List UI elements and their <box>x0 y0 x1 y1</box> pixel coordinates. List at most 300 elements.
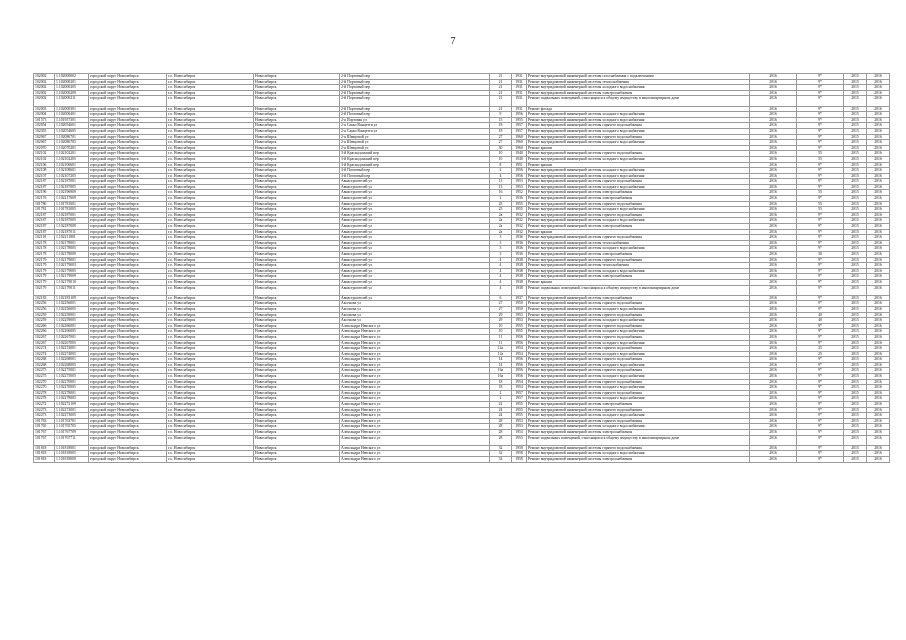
cell-city: Новосибирск <box>254 268 340 274</box>
cell-plan-year: 2016 <box>750 413 797 419</box>
cell-end-year: 2016 <box>867 252 890 258</box>
cell-build-year: 1954 <box>512 346 527 352</box>
cell-record-id: 102107 <box>34 173 55 179</box>
cell-house-number: 12а <box>490 351 512 357</box>
cell-city: Новосибирск <box>254 74 340 80</box>
cell-start-year: 2015 <box>844 85 867 91</box>
cell-plan-year: 2016 <box>750 306 797 312</box>
cell-record-id: 102002 <box>34 96 55 106</box>
cell-street: Авиастроителей ул <box>340 224 490 230</box>
cell-plan-year: 2016 <box>750 117 797 123</box>
cell-item-code: 1.101781005 <box>55 207 89 213</box>
cell-item-code: 1.102187005 <box>55 184 89 190</box>
cell-house-number: 15 <box>490 117 512 123</box>
cell-work-type: Ремонт внутридомовой инженерной системы горячего водоснабжения <box>527 407 750 413</box>
cell-start-year: 2015 <box>844 435 867 445</box>
cell-build-year: 1932 <box>512 229 527 235</box>
cell-item-code: 1.102000002 <box>55 74 89 80</box>
cell-start-year: 2015 <box>844 451 867 457</box>
cell-city: Новосибирск <box>254 240 340 246</box>
cell-street: Александра Невского ул <box>340 424 490 430</box>
cell-street: Аксенова ул <box>340 318 490 324</box>
cell-item-code: 1.102000209 <box>55 90 89 96</box>
cell-item-code: 1.102268005 <box>55 362 89 368</box>
cell-municipality: городской округ Новосибирск <box>89 445 167 451</box>
cell-work-type: Ремонт внутридомовой инженерной системы холодного водоснабжения <box>527 207 750 213</box>
cell-municipality: городской округ Новосибирск <box>89 390 167 396</box>
cell-record-id: 102278 <box>34 390 55 396</box>
cell-work-type: Ремонт подвальных помещений, относящихся к общему имуществу в многоквартирном доме <box>527 435 750 445</box>
cell-item-code: 1.102000201 <box>55 79 89 85</box>
cell-record-id: 102002 <box>34 74 55 80</box>
cell-end-year: 2016 <box>867 235 890 241</box>
cell-house-number: 22 <box>490 402 512 408</box>
cell-work-type: Ремонт внутридомовой инженерной системы горячего водоснабжения <box>527 346 750 352</box>
cell-street: Авиастроителей ул <box>340 279 490 285</box>
table-row <box>34 285 890 295</box>
cell-plan-year: 2016 <box>750 96 797 106</box>
cell-plan-year: 2016 <box>750 257 797 263</box>
cell-item-code: 1.102217609 <box>55 196 89 202</box>
cell-settlement: г.о. Новосибирск <box>167 190 254 196</box>
cell-plan-year: 2016 <box>750 424 797 430</box>
cell-house-number: 27 <box>490 140 512 146</box>
cell-house-number: 29 <box>490 318 512 324</box>
cell-plan-year: 2016 <box>750 179 797 185</box>
cell-build-year: 1955 <box>512 201 527 207</box>
cell-city: Новосибирск <box>254 263 340 269</box>
cell-work-type: Ремонт внутридомовой инженерной системы холодного водоснабжения <box>527 306 750 312</box>
cell-build-year: 1936 <box>512 196 527 202</box>
cell-city: Новосибирск <box>254 390 340 396</box>
cell-plan-year: 2016 <box>750 368 797 374</box>
cell-municipality: городской округ Новосибирск <box>89 145 167 151</box>
cell-city: Новосибирск <box>254 257 340 263</box>
cell-work-type: Ремонт внутридомовой инженерной системы холодного водоснабжения <box>527 128 750 134</box>
cell-street: Александра Невского ул <box>340 430 490 436</box>
cell-settlement: г.о. Новосибирск <box>167 407 254 413</box>
cell-item-code: 1.101818005 <box>55 451 89 457</box>
cell-record-id: 102273 <box>34 413 55 419</box>
cell-municipality: городской округ Новосибирск <box>89 240 167 246</box>
cell-municipality: городской округ Новосибирск <box>89 306 167 312</box>
cell-cost: 9* <box>797 263 844 269</box>
cell-end-year: 2016 <box>867 134 890 140</box>
cell-settlement: г.о. Новосибирск <box>167 235 254 241</box>
cell-plan-year: 2016 <box>750 451 797 457</box>
cell-work-type: Ремонт внутридомовой инженерной системы холодного водоснабжения <box>527 168 750 174</box>
cell-work-type: Ремонт внутридомовой инженерной системы холодного водоснабжения <box>527 396 750 402</box>
cell-item-code: 1.102273005 <box>55 413 89 419</box>
cell-house-number: 21 <box>490 90 512 96</box>
cell-settlement: г.о. Новосибирск <box>167 346 254 352</box>
cell-record-id: 102278 <box>34 396 55 402</box>
cell-start-year: 2015 <box>844 301 867 307</box>
cell-city: Новосибирск <box>254 323 340 329</box>
cell-start-year: 2015 <box>844 340 867 346</box>
cell-work-type: Ремонт внутридомовой инженерной системы холодного водоснабжения <box>527 318 750 324</box>
cell-plan-year: 2016 <box>750 252 797 258</box>
cell-municipality: городской округ Новосибирск <box>89 368 167 374</box>
cell-build-year: 1957 <box>512 390 527 396</box>
cell-build-year: 1937 <box>512 295 527 301</box>
cell-work-type: Ремонт внутридомовой инженерной системы холодного водоснабжения <box>527 173 750 179</box>
cell-record-id: 102270 <box>34 385 55 391</box>
cell-street: 2-й Портовый пер <box>340 85 490 91</box>
cell-end-year: 2016 <box>867 413 890 419</box>
cell-municipality: городской округ Новосибирск <box>89 134 167 140</box>
cell-cost: 9* <box>797 413 844 419</box>
cell-cost: 9* <box>797 362 844 368</box>
cell-item-code: 1.102256005 <box>55 306 89 312</box>
cell-end-year: 2016 <box>867 390 890 396</box>
cell-cost: 9* <box>797 212 844 218</box>
cell-record-id: 102106 <box>34 162 55 168</box>
cell-start-year: 2015 <box>844 318 867 324</box>
cell-cost: 40 <box>797 312 844 318</box>
cell-cost: 55 <box>797 151 844 157</box>
cell-build-year: 1938 <box>512 257 527 263</box>
cell-plan-year: 2016 <box>750 74 797 80</box>
cell-cost: 9* <box>797 235 844 241</box>
cell-settlement: г.о. Новосибирск <box>167 318 254 324</box>
cell-settlement: г.о. Новосибирск <box>167 295 254 301</box>
cell-start-year: 2015 <box>844 74 867 80</box>
cell-city: Новосибирск <box>254 218 340 224</box>
cell-end-year: 2016 <box>867 224 890 230</box>
cell-street: Авиастроителей ул <box>340 212 490 218</box>
cell-municipality: городской округ Новосибирск <box>89 418 167 424</box>
cell-record-id: 102179 <box>34 257 55 263</box>
cell-street: 2-я Шевцовой ул <box>340 134 490 140</box>
work-schedule-table <box>33 73 890 463</box>
cell-end-year: 2016 <box>867 96 890 106</box>
cell-settlement: г.о. Новосибирск <box>167 368 254 374</box>
cell-street: Александра Невского ул <box>340 456 490 462</box>
cell-municipality: городской округ Новосибирск <box>89 385 167 391</box>
cell-plan-year: 2016 <box>750 295 797 301</box>
cell-plan-year: 2016 <box>750 162 797 168</box>
cell-work-type: Ремонт внутридомовой инженерной системы электроснабжения <box>527 430 750 436</box>
cell-municipality: городской округ Новосибирск <box>89 362 167 368</box>
cell-street: Александра Невского ул <box>340 407 490 413</box>
cell-plan-year: 2016 <box>750 418 797 424</box>
cell-plan-year: 2016 <box>750 156 797 162</box>
cell-settlement: г.о. Новосибирск <box>167 229 254 235</box>
cell-item-code: 1.102000301 <box>55 106 89 112</box>
cell-municipality: городской округ Новосибирск <box>89 435 167 445</box>
cell-city: Новосибирск <box>254 90 340 96</box>
cell-start-year: 2015 <box>844 329 867 335</box>
cell-end-year: 2016 <box>867 306 890 312</box>
cell-cost: 30 <box>797 252 844 258</box>
cell-street: Авиастроителей ул <box>340 274 490 280</box>
cell-plan-year: 2016 <box>750 312 797 318</box>
cell-cost: 9* <box>797 451 844 457</box>
cell-record-id: 102187 <box>34 212 55 218</box>
cell-settlement: г.о. Новосибирск <box>167 374 254 380</box>
cell-item-code: 1.102272109 <box>55 402 89 408</box>
cell-settlement: г.о. Новосибирск <box>167 96 254 106</box>
cell-build-year: 1955 <box>512 413 527 419</box>
cell-city: Новосибирск <box>254 279 340 285</box>
cell-municipality: городской округ Новосибирск <box>89 279 167 285</box>
cell-item-code: 1.102267001 <box>55 334 89 340</box>
cell-start-year: 2015 <box>844 257 867 263</box>
cell-work-type: Ремонт внутридомовой инженерной системы холодного водоснабжения <box>527 374 750 380</box>
cell-build-year: 1957 <box>512 396 527 402</box>
cell-settlement: г.о. Новосибирск <box>167 151 254 157</box>
cell-item-code: 1.102179005 <box>55 268 89 274</box>
cell-settlement: г.о. Новосибирск <box>167 134 254 140</box>
cell-start-year: 2015 <box>844 252 867 258</box>
cell-plan-year: 2016 <box>750 134 797 140</box>
cell-end-year: 2016 <box>867 145 890 151</box>
cell-item-code: 1.102268001 <box>55 357 89 363</box>
cell-work-type: Ремонт крыши <box>527 279 750 285</box>
cell-house-number: 27 <box>490 301 512 307</box>
cell-house-number: 27 <box>490 134 512 140</box>
cell-municipality: городской округ Новосибирск <box>89 323 167 329</box>
cell-item-code: 1.102187001 <box>55 179 89 185</box>
cell-build-year: 1960 <box>512 140 527 146</box>
cell-cost: 9* <box>797 268 844 274</box>
cell-house-number: 16а <box>490 368 512 374</box>
cell-build-year: 1955 <box>512 207 527 213</box>
cell-record-id: 102108 <box>34 168 55 174</box>
cell-item-code: 1.101767711 <box>55 435 89 445</box>
cell-street: 2-й Портовый пер <box>340 106 490 112</box>
cell-city: Новосибирск <box>254 351 340 357</box>
cell-settlement: г.о. Новосибирск <box>167 323 254 329</box>
cell-work-type: Ремонт крыши <box>527 162 750 168</box>
cell-build-year: 1956 <box>512 168 527 174</box>
cell-city: Новосибирск <box>254 173 340 179</box>
cell-item-code: 1.102211801 <box>55 235 89 241</box>
cell-item-code: 1.102086701 <box>55 134 89 140</box>
cell-house-number: 3 <box>490 235 512 241</box>
cell-item-code: 1.102266005 <box>55 329 89 335</box>
cell-cost: 9* <box>797 323 844 329</box>
cell-work-type: Ремонт внутридомовой инженерной системы электроснабжения <box>527 274 750 280</box>
cell-start-year: 2015 <box>844 396 867 402</box>
cell-municipality: городской округ Новосибирск <box>89 334 167 340</box>
cell-settlement: г.о. Новосибирск <box>167 145 254 151</box>
cell-start-year: 2015 <box>844 279 867 285</box>
cell-cost: 9* <box>797 240 844 246</box>
cell-plan-year: 2016 <box>750 235 797 241</box>
cell-build-year: 1955 <box>512 117 527 123</box>
cell-house-number: 25 <box>490 201 512 207</box>
cell-street: Александра Невского ул <box>340 374 490 380</box>
cell-plan-year: 2016 <box>750 396 797 402</box>
cell-settlement: г.о. Новосибирск <box>167 74 254 80</box>
cell-item-code: 1.102270005 <box>55 385 89 391</box>
cell-build-year: 1958 <box>512 456 527 462</box>
cell-street: Александра Невского ул <box>340 396 490 402</box>
cell-cost: 9* <box>797 106 844 112</box>
cell-cost: 9* <box>797 96 844 106</box>
cell-build-year: 1955 <box>512 402 527 408</box>
cell-city: Новосибирск <box>254 151 340 157</box>
cell-item-code: 1.102108601 <box>55 168 89 174</box>
cell-start-year: 2015 <box>844 424 867 430</box>
cell-end-year: 2016 <box>867 156 890 162</box>
cell-end-year: 2016 <box>867 85 890 91</box>
cell-start-year: 2015 <box>844 156 867 162</box>
cell-end-year: 2016 <box>867 396 890 402</box>
cell-work-type: Ремонт внутридомовой инженерной системы холодного водоснабжения <box>527 218 750 224</box>
cell-settlement: г.о. Новосибирск <box>167 312 254 318</box>
cell-work-type: Ремонт внутридомовой инженерной системы электроснабжения <box>527 196 750 202</box>
cell-settlement: г.о. Новосибирск <box>167 435 254 445</box>
cell-municipality: городской округ Новосибирск <box>89 424 167 430</box>
cell-build-year: 1954 <box>512 379 527 385</box>
cell-city: Новосибирск <box>254 112 340 118</box>
cell-city: Новосибирск <box>254 451 340 457</box>
cell-street: Авиастроителей ул <box>340 229 490 235</box>
cell-item-code: 1.102179010 <box>55 279 89 285</box>
cell-street: 2-я Шевцовой ул <box>340 145 490 151</box>
cell-end-year: 2016 <box>867 268 890 274</box>
cell-municipality: городской округ Новосибирск <box>89 201 167 207</box>
cell-street: 3-й Краснодонский пер <box>340 151 490 157</box>
cell-start-year: 2015 <box>844 402 867 408</box>
cell-municipality: городской округ Новосибирск <box>89 156 167 162</box>
cell-record-id: 101818 <box>34 451 55 457</box>
cell-item-code: 1.101818001 <box>55 445 89 451</box>
cell-item-code: 1.102086705 <box>55 140 89 146</box>
cell-municipality: городской округ Новосибирск <box>89 151 167 157</box>
cell-street: 2-й Портовый пер <box>340 96 490 106</box>
cell-settlement: г.о. Новосибирск <box>167 340 254 346</box>
cell-build-year: 1958 <box>512 445 527 451</box>
cell-municipality: городской округ Новосибирск <box>89 224 167 230</box>
cell-build-year: 1956 <box>512 362 527 368</box>
cell-municipality: городской округ Новосибирск <box>89 263 167 269</box>
cell-house-number: 3 <box>490 246 512 252</box>
cell-plan-year: 2016 <box>750 334 797 340</box>
cell-record-id: 102055 <box>34 128 55 134</box>
cell-house-number: 21 <box>490 85 512 91</box>
cell-work-type: Ремонт внутридомовой инженерной системы холодного водоснабжения <box>527 385 750 391</box>
cell-street: Александра Невского ул <box>340 385 490 391</box>
cell-end-year: 2016 <box>867 357 890 363</box>
cell-settlement: г.о. Новосибирск <box>167 379 254 385</box>
cell-city: Новосибирск <box>254 252 340 258</box>
cell-street: Авиастроителей ул <box>340 196 490 202</box>
cell-item-code: 1.102270001 <box>55 379 89 385</box>
cell-build-year: 1931 <box>512 74 527 80</box>
cell-city: Новосибирск <box>254 85 340 91</box>
cell-settlement: г.о. Новосибирск <box>167 257 254 263</box>
cell-work-type: Ремонт внутридомовой инженерной системы электроснабжения <box>527 456 750 462</box>
cell-record-id: 102002 <box>34 90 55 96</box>
cell-house-number: 6 <box>490 295 512 301</box>
cell-plan-year: 2016 <box>750 379 797 385</box>
cell-end-year: 2016 <box>867 128 890 134</box>
cell-work-type: Ремонт внутридомовой инженерной системы горячего водоснабжения <box>527 212 750 218</box>
cell-end-year: 2016 <box>867 323 890 329</box>
cell-city: Новосибирск <box>254 201 340 207</box>
cell-house-number: 3 <box>490 240 512 246</box>
cell-cost: 55 <box>797 190 844 196</box>
cell-start-year: 2015 <box>844 362 867 368</box>
cell-plan-year: 2016 <box>750 184 797 190</box>
cell-municipality: городской округ Новосибирск <box>89 212 167 218</box>
cell-start-year: 2015 <box>844 268 867 274</box>
cell-record-id: 102259 <box>34 312 55 318</box>
page-number: 7 <box>450 36 456 47</box>
cell-street: 3-й Краснодонский пер <box>340 156 490 162</box>
cell-start-year: 2015 <box>844 445 867 451</box>
cell-record-id: 102259 <box>34 318 55 324</box>
cell-work-type: Ремонт внутридомовой инженерной системы холодного водоснабжения <box>527 112 750 118</box>
cell-street: Авиастроителей ул <box>340 201 490 207</box>
cell-cost: 9* <box>797 123 844 129</box>
cell-street: Александра Невского ул <box>340 351 490 357</box>
cell-house-number: 2 <box>490 396 512 402</box>
cell-municipality: городской округ Новосибирск <box>89 346 167 352</box>
cell-plan-year: 2016 <box>750 128 797 134</box>
cell-cost: 9* <box>797 229 844 235</box>
cell-start-year: 2015 <box>844 90 867 96</box>
cell-build-year: 1936 <box>512 240 527 246</box>
cell-plan-year: 2016 <box>750 402 797 408</box>
cell-settlement: г.о. Новосибирск <box>167 212 254 218</box>
cell-house-number: 3 <box>490 252 512 258</box>
cell-street: Авиастроителей ул <box>340 179 490 185</box>
cell-cost: 9* <box>797 379 844 385</box>
cell-settlement: г.о. Новосибирск <box>167 362 254 368</box>
cell-street: 2-й Почтовый пер <box>340 112 490 118</box>
cell-house-number: 2а <box>490 218 512 224</box>
cell-municipality: городской округ Новосибирск <box>89 96 167 106</box>
cell-build-year: 1953 <box>512 418 527 424</box>
cell-street: Авиастроителей ул <box>340 184 490 190</box>
cell-start-year: 2015 <box>844 246 867 252</box>
cell-end-year: 2016 <box>867 424 890 430</box>
table-body <box>34 74 890 463</box>
cell-house-number: 21 <box>490 74 512 80</box>
cell-street: Александра Невского ул <box>340 390 490 396</box>
cell-street: Александра Невского ул <box>340 402 490 408</box>
cell-cost: 9* <box>797 445 844 451</box>
cell-city: Новосибирск <box>254 318 340 324</box>
cell-start-year: 2015 <box>844 430 867 436</box>
cell-city: Новосибирск <box>254 179 340 185</box>
cell-settlement: г.о. Новосибирск <box>167 456 254 462</box>
cell-city: Новосибирск <box>254 274 340 280</box>
cell-build-year: 1938 <box>512 274 527 280</box>
cell-municipality: городской округ Новосибирск <box>89 218 167 224</box>
cell-record-id: 102275 <box>34 374 55 380</box>
cell-record-id: 102183 <box>34 295 55 301</box>
cell-settlement: г.о. Новосибирск <box>167 390 254 396</box>
cell-start-year: 2015 <box>844 173 867 179</box>
cell-work-type: Ремонт внутридомовой инженерной системы холодного водоснабжения <box>527 246 750 252</box>
cell-record-id: 101763 <box>34 418 55 424</box>
cell-settlement: г.о. Новосибирск <box>167 123 254 129</box>
cell-build-year: 1950 <box>512 306 527 312</box>
cell-item-code: 1.102054601 <box>55 123 89 129</box>
cell-settlement: г.о. Новосибирск <box>167 218 254 224</box>
cell-plan-year: 2016 <box>750 207 797 213</box>
cell-record-id: 102187 <box>34 224 55 230</box>
cell-build-year: 1960 <box>512 134 527 140</box>
cell-item-code: 1.102275005 <box>55 374 89 380</box>
cell-work-type: Ремонт внутридомовой инженерной системы электроснабжения <box>527 295 750 301</box>
